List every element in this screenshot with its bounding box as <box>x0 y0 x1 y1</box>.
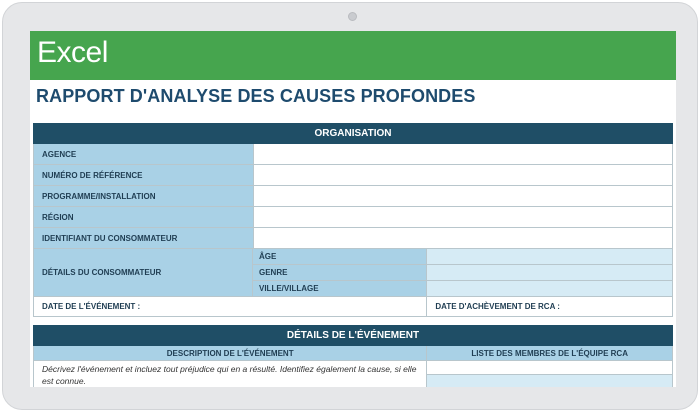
rca-team-header: LISTE DES MEMBRES DE L'ÉQUIPE RCA <box>427 346 673 361</box>
app-title: Excel <box>37 36 108 69</box>
reference-number-field[interactable] <box>254 165 673 186</box>
team-member-row[interactable] <box>427 375 673 387</box>
program-label: PROGRAMME/INSTALLATION <box>34 186 254 207</box>
age-label: ÂGE <box>253 249 427 265</box>
event-details-header: DÉTAILS DE L'ÉVÉNEMENT <box>33 325 673 346</box>
consumer-id-field[interactable] <box>254 228 673 249</box>
age-row <box>253 249 673 265</box>
consumer-id-label: IDENTIFIANT DU CONSOMMATEUR <box>34 228 254 249</box>
event-subheader-row <box>34 346 673 361</box>
event-description-field[interactable]: Décrivez l'événement et incluez tout préjudice qui en a résulté. Identifiez également la cause, si elle est connue. <box>34 361 427 387</box>
gender-field[interactable] <box>427 265 673 281</box>
form-row-region <box>34 207 673 228</box>
reference-number-label: NUMÉRO DE RÉFÉRENCE <box>34 165 254 186</box>
event-date-cell[interactable]: DATE DE L'ÉVÉNEMENT : <box>34 297 427 317</box>
dates-row <box>34 297 673 317</box>
rca-completion-date-cell[interactable]: DATE D'ACHÈVEMENT DE RCA : <box>427 297 673 317</box>
program-field[interactable] <box>254 186 673 207</box>
event-details-grid <box>33 346 673 387</box>
event-description-header: DESCRIPTION DE L'ÉVÉNEMENT <box>34 346 427 361</box>
form-row-consumer-id <box>34 228 673 249</box>
team-member-row[interactable] <box>427 361 673 375</box>
camera-icon <box>348 12 357 21</box>
report-title: RAPPORT D'ANALYSE DES CAUSES PROFONDES <box>36 86 476 106</box>
agency-field[interactable] <box>254 144 673 165</box>
gender-label: GENRE <box>253 265 427 281</box>
rca-team-list <box>427 361 673 387</box>
agency-label: AGENCE <box>34 144 254 165</box>
organisation-header: ORGANISATION <box>33 123 673 144</box>
form-row-reference <box>34 165 673 186</box>
region-field[interactable] <box>254 207 673 228</box>
consumer-details-row <box>34 249 673 297</box>
consumer-details-fields <box>253 249 673 297</box>
event-details-section <box>33 325 673 387</box>
organisation-grid <box>33 144 673 317</box>
age-field[interactable] <box>427 249 673 265</box>
gender-row <box>253 265 673 281</box>
event-content-row <box>34 361 673 387</box>
device-frame <box>2 2 698 410</box>
form-row-agency <box>34 144 673 165</box>
form-row-program <box>34 186 673 207</box>
consumer-details-label: DÉTAILS DU CONSOMMATEUR <box>34 249 253 297</box>
city-row <box>253 281 673 297</box>
organisation-section <box>33 123 673 317</box>
app-screen <box>30 31 676 387</box>
region-label: RÉGION <box>34 207 254 228</box>
city-label: VILLE/VILLAGE <box>253 281 427 297</box>
app-header-bar <box>30 31 676 80</box>
city-field[interactable] <box>427 281 673 297</box>
